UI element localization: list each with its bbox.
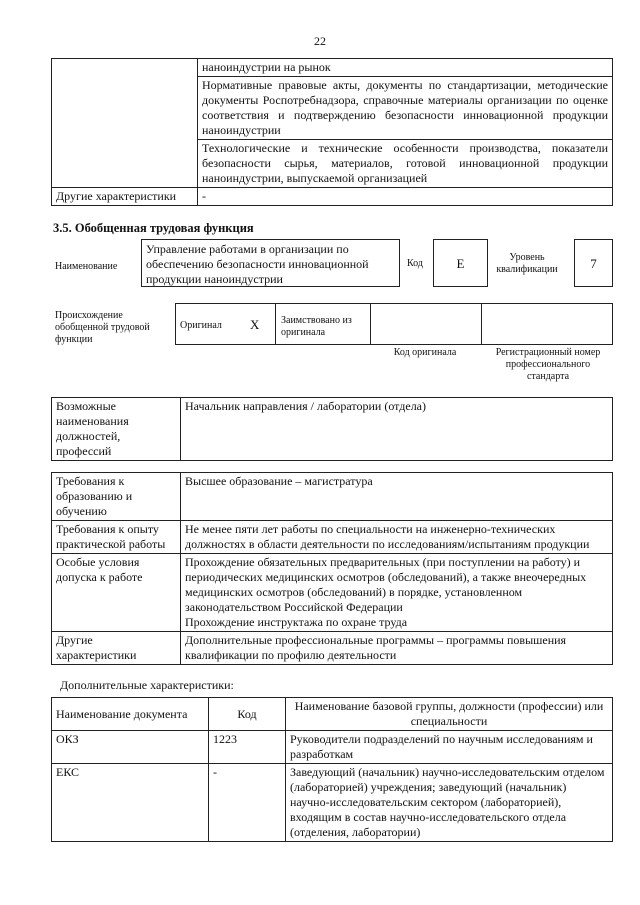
positions-label: Возможные наименования должностей, профессий — [52, 398, 181, 461]
requirement-value: Дополнительные профессиональные программы – программы повышения квалификации по профилю деятельности — [181, 632, 613, 665]
function-name-box — [141, 239, 400, 287]
requirements-table — [51, 472, 613, 665]
positions-table — [51, 397, 613, 461]
requirement-value-line: Прохождение обязательных предварительных (при поступлении на работу) и периодических медицинских осмотров (обследований), а также внеочередных медицинских осмотров (обследований) в порядке, установленном законодательством Российской Федерации — [185, 555, 587, 614]
origin-divider-1 — [275, 303, 276, 345]
page-number: 22 — [314, 34, 326, 48]
extra-header: Наименование базовой группы, должности (профессии) или специальности — [286, 698, 613, 731]
requirement-value-line: Прохождение инструктажа по охране труда — [185, 615, 408, 629]
origin-box — [175, 303, 613, 345]
reg-number-caption: Регистрационный номер профессионального стандарта — [495, 347, 601, 382]
borrowed-label: Заимствовано из оригинала — [281, 315, 352, 338]
origin-label: Происхождение обобщенной трудовой функции — [55, 310, 150, 345]
original-mark: X — [250, 317, 260, 332]
level-label: Уровень квалификации — [496, 252, 558, 275]
extra-title: Дополнительные характеристики: — [60, 678, 234, 692]
extra-cell: - — [209, 764, 286, 842]
top-table-row: Нормативные правовые акты, документы по стандартизации, методические документы Роспотребнадзора, справочные материалы организации по оценке соответствия и подтверждению безопасности инновационной продукции наноиндустрии — [198, 77, 613, 140]
extra-cell: ОКЗ — [52, 731, 209, 764]
requirement-value: Не менее пяти лет работы по специальности на инженерно-технических должностях в области деятельности по исследованиям/испытаниям продукции — [181, 521, 613, 554]
other-characteristics-value: - — [198, 188, 613, 206]
origin-divider-2 — [370, 303, 371, 345]
requirement-label: Требования к образованию и обучению — [52, 473, 181, 521]
positions-value: Начальник направления / лаборатории (отдела) — [181, 398, 613, 461]
other-characteristics-label: Другие характеристики — [52, 188, 198, 206]
code-box — [433, 239, 488, 287]
requirement-label: Другие характеристики — [52, 632, 181, 665]
code-original-caption: Код оригинала — [393, 347, 457, 358]
requirement-value: Высшее образование – магистратура — [181, 473, 613, 521]
top-table-label-cell — [52, 59, 198, 188]
level-box — [574, 239, 613, 287]
top-table-row: наноиндустрии на рынок — [198, 59, 613, 77]
extra-header: Наименование документа — [52, 698, 209, 731]
requirement-value — [181, 554, 613, 632]
name-label: Наименование — [55, 261, 118, 272]
extra-cell: ЕКС — [52, 764, 209, 842]
extra-header: Код — [209, 698, 286, 731]
requirement-label: Особые условия допуска к работе — [52, 554, 181, 632]
extra-cell: Руководители подразделений по научным исследованиям и разработкам — [286, 731, 613, 764]
origin-divider-3 — [481, 303, 482, 345]
extra-cell: 1223 — [209, 731, 286, 764]
code-label: Код — [407, 258, 423, 269]
extra-cell: Заведующий (начальник) научно-исследовательским отделом (лабораторией) учреждения; заведующий (начальник) научно-исследовательским сектором (лабораторией), входящим в состав научно-исследовательского отдела (отделения, лаборатории) — [286, 764, 613, 842]
original-label: Оригинал — [180, 320, 222, 331]
function-name-value: Управление работами в организации по обеспечению безопасности инновационной продукции наноиндустрии — [146, 242, 369, 286]
level-value: 7 — [590, 256, 597, 271]
section-title: 3.5. Обобщенная трудовая функция — [53, 221, 254, 235]
code-value: E — [456, 256, 465, 271]
top-table — [51, 58, 613, 206]
top-table-row: Технологические и технические особенности производства, показатели безопасности сырья, материалов, готовой инновационной продукции наноиндустрии, выпускаемой организацией — [198, 140, 613, 188]
requirement-label: Требования к опыту практической работы — [52, 521, 181, 554]
extra-table — [51, 697, 613, 842]
